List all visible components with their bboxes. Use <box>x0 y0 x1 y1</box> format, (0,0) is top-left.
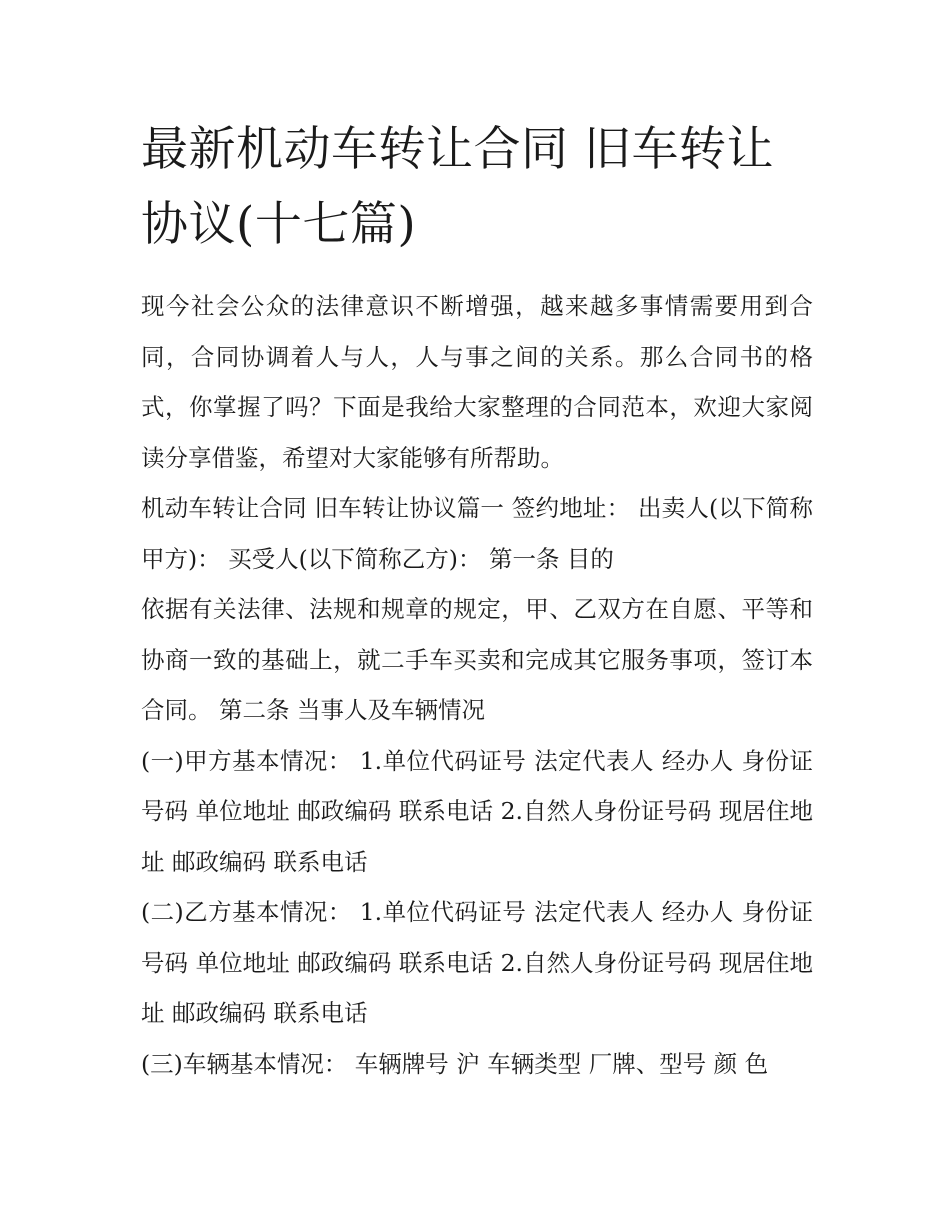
paragraph-contract-header: 机动车转让合同 旧车转让协议篇一 签约地址： 出卖人(以下简称甲方)： 买受人(以下简称乙方)： 第一条 目的 <box>141 494 813 573</box>
paragraph-party-a: (一)甲方基本情况： 1.单位代码证号 法定代表人 经办人 身份证号码 单位地址 邮政编码 联系电话 2.自然人身份证号码 现居住地址 邮政编码 联系电话 <box>141 746 813 876</box>
paragraph-purpose: 依据有关法律、法规和规章的规定，甲、乙双方在自愿、平等和协商一致的基础上，就二手车买卖和完成其它服务事项，签订本合同。 第二条 当事人及车辆情况 <box>141 595 813 724</box>
document-body <box>141 281 813 1089</box>
paragraph-vehicle-info: (三)车辆基本情况： 车辆牌号 沪 车辆类型 厂牌、型号 颜 色 <box>141 1049 769 1078</box>
paragraph-party-b: (二)乙方基本情况： 1.单位代码证号 法定代表人 经办人 身份证号码 单位地址 邮政编码 联系电话 2.自然人身份证号码 现居住地址 邮政编码 联系电话 <box>141 898 813 1027</box>
document-title: 最新机动车转让合同 旧车转让协议(十七篇) <box>141 122 774 252</box>
paragraph-intro: 现今社会公众的法律意识不断增强，越来越多事情需要用到合同，合同协调着人与人，人与事之间的关系。那么合同书的格式，你掌握了吗？下面是我给大家整理的合同范本，欢迎大家阅读分享借鉴，希望对大家能够有所帮助。 <box>141 292 813 472</box>
document-page <box>141 112 813 1089</box>
